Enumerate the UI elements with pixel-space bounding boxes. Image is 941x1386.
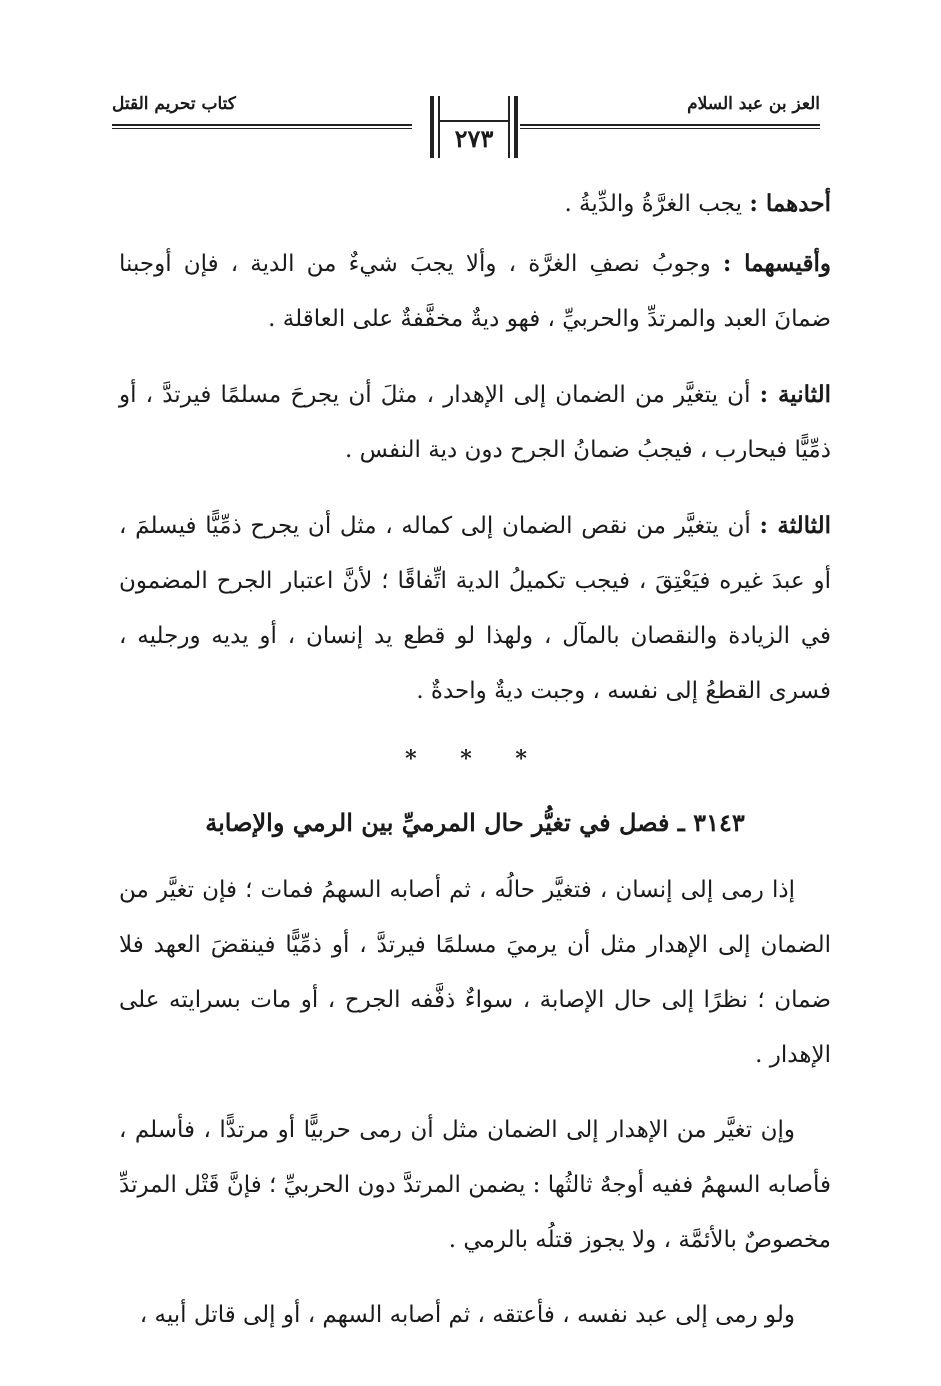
running-head-author: العز بن عبد السلام — [687, 94, 820, 114]
header-rule-left-thin — [112, 128, 412, 129]
paragraph-most-analogical — [119, 236, 831, 347]
paragraph-section-3: ولو رمى إلى عبد نفسه ، فأعتقه ، ثم أصابه السهم ، أو إلى قاتل أبيه ، — [139, 1302, 795, 1328]
paragraph-term: الثالثة : — [759, 512, 832, 539]
paragraph-text: أن يتغيَّر من نقص الضمان إلى كماله ، مثل أن يجرح ذمِّيًّا فيسلمَ ، أو عبدَ غيره فيَعْتِقَ ، فيجب تكميلُ الدية اتِّفاقًا ؛ لأنَّ اعتبار الجرح المضمون في الزيادة والنقصان بالمآل ، ولهذا لو قطع يد إنسان ، أو يديه ورجليه ، فسرى القطعُ إلى نفسه ، وجبت ديةٌ واحدةٌ . — [119, 513, 831, 704]
running-head-book-title: كتاب تحريم القتل — [112, 94, 236, 114]
paragraph-text: يجب الغرَّةُ والدِّيةُ . — [564, 191, 750, 217]
frame-top-rule — [440, 120, 508, 122]
paragraph-text: أن يتغيَّر من الضمان إلى الإهدار ، مثلَ أن يجرحَ مسلمًا فيرتدَّ ، أو ذمِّيًّا فيحارب ، فيجبُ ضمانُ الجرح دون دية النفس . — [119, 382, 831, 463]
section-separator: * * * — [405, 746, 545, 772]
header-rule-left — [112, 124, 412, 126]
frame-bar — [514, 96, 518, 158]
paragraph-term: الثانية : — [759, 381, 831, 408]
frame-bar — [508, 96, 510, 158]
paragraph-first-opinion — [119, 176, 831, 232]
section-heading: ٣١٤٣ ـ فصل في تغيُّر حال المرميِّ بين الرمي والإصابة — [205, 808, 745, 837]
frame-bar — [438, 96, 440, 158]
header-rule-right-thin — [520, 128, 820, 129]
paragraph-section-2: وإن تغيَّر من الإهدار إلى الضمان مثل أن رمى حربيًّا أو مرتدًّا ، فأسلم ، فأصابه السهمُ ففيه أوجهٌ ثالثُها : يضمن المرتدَّ دون الحربيِّ ؛ فإنَّ قَتْل المرتدِّ مخصوصٌ بالأئمَّة ، ولا يجوز قتلُه بالرمي . — [119, 1117, 831, 1253]
paragraph-term: وأقيسهما : — [722, 250, 831, 277]
frame-bar — [430, 96, 434, 158]
paragraph-second-case — [119, 367, 831, 478]
page-header — [112, 80, 820, 170]
paragraph-text: وجوبُ نصفِ الغرَّة ، وألا يجبَ شيءٌ من الدية ، فإن أوجبنا ضمانَ العبد والمرتدِّ والحربيِّ ، فهو ديةٌ مخفَّفةٌ على العاقلة . — [119, 251, 831, 332]
page-number-frame — [430, 96, 518, 158]
paragraph-third-case — [119, 498, 831, 719]
paragraph-section-1: إذا رمى إلى إنسان ، فتغيَّر حالُه ، ثم أصابه السهمُ فمات ؛ فإن تغيَّر من الضمان إلى الإهدار مثل أن يرميَ مسلمًا فيرتدَّ ، أو ذمِّيًّا فينقضَ العهد فلا ضمان ؛ نظرًا إلى حال الإصابة ، سواءٌ ذفَّفه الجرح ، أو مات بسرايته على الإهدار . — [119, 877, 831, 1068]
header-rule-right — [520, 124, 820, 126]
paragraph-term: أحدهما : — [749, 190, 831, 217]
page-body — [119, 176, 831, 1363]
page-number: ٢٧٣ — [454, 124, 494, 153]
